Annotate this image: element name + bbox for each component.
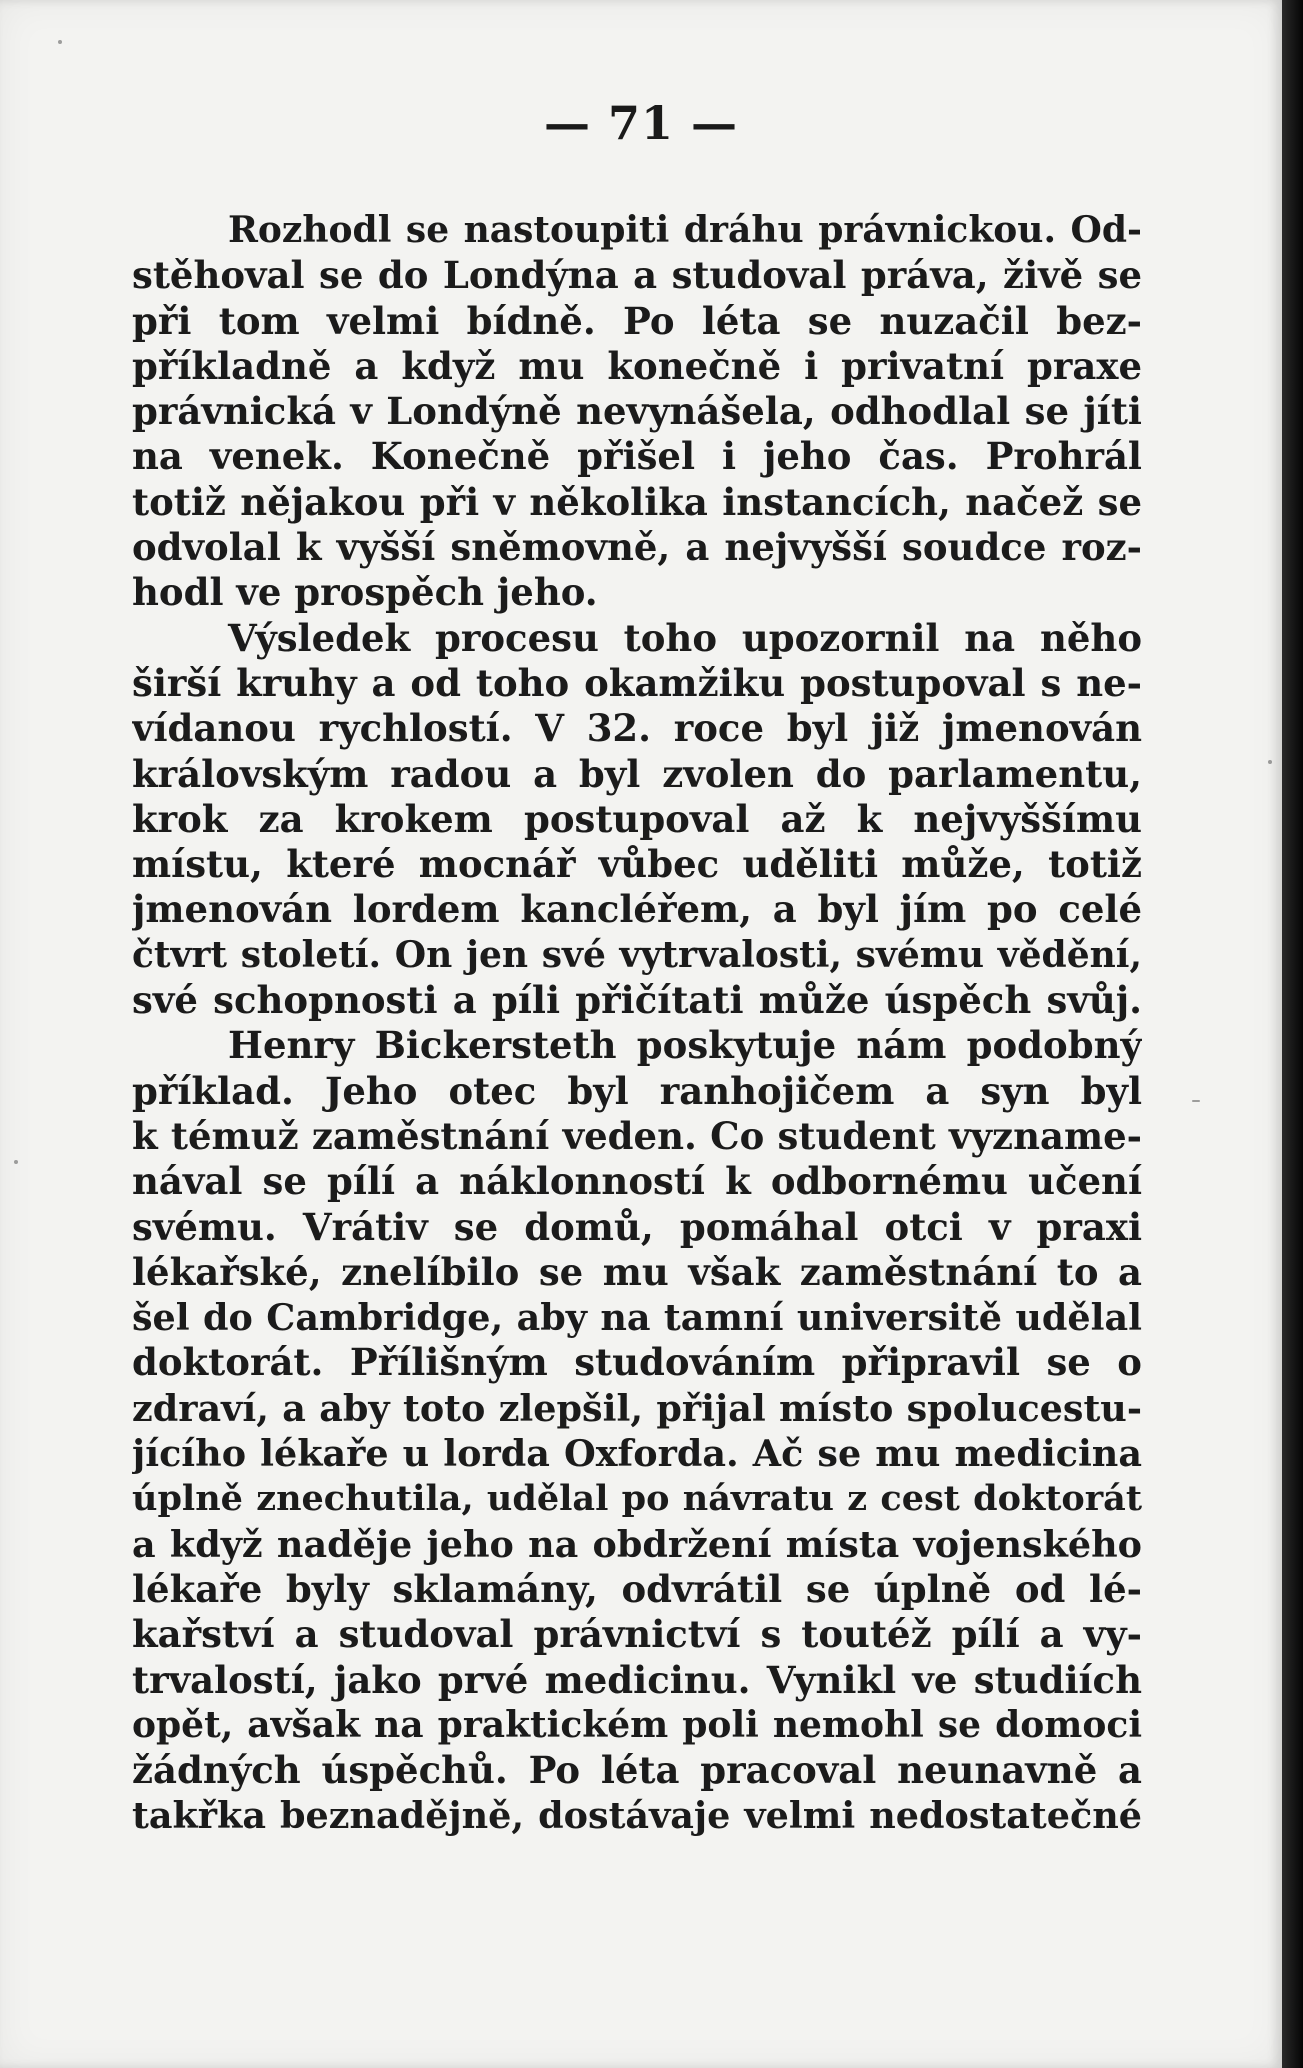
text-line: stěhoval se do Londýna a studoval práva, živě se (132, 253, 1142, 298)
text-line: totiž nějakou při v několika instancích, načež se (132, 479, 1142, 524)
text-line: Henry Bickersteth poskytuje nám podobný (228, 1023, 1142, 1068)
text-line: opět, avšak na praktickém poli nemohl se domoci (132, 1703, 1142, 1746)
body-text (132, 208, 1142, 1839)
text-line: takřka beznadějně, dostávaje velmi nedostatečné (132, 1794, 1142, 1838)
text-line: krok za krokem postupoval až k nejvyššímu (132, 796, 1142, 841)
text-line: Výsledek procesu toho upozornil na něho (228, 615, 1142, 660)
text-line: žádných úspěchů. Po léta pracoval neunavně a (132, 1748, 1142, 1793)
text-line: lékařské, znelíbilo se mu však zaměstnání to a (132, 1249, 1142, 1294)
text-line: nával se pílí a náklonností k odbornému učení (132, 1159, 1142, 1204)
text-line: a když naděje jeho na obdržení místa vojenského (132, 1522, 1142, 1566)
text-line: kařství a studoval právnictví s toutéž pílí a vy- (132, 1612, 1142, 1657)
text-line: právnická v Londýně nevynášela, odhodlal se jíti (132, 389, 1142, 434)
text-line: doktorát. Přílišným studováním připravil se o (132, 1340, 1142, 1385)
text-line: místu, které mocnář vůbec uděliti může, totiž (132, 842, 1142, 887)
text-line: jmenován lordem kancléřem, a byl jím po celé (132, 887, 1142, 932)
page-number: — 71 — (543, 96, 739, 150)
text-line: na venek. Konečně přišel i jeho čas. Prohrál (132, 434, 1142, 479)
paper-speck (1192, 1100, 1200, 1102)
text-line: svému. Vrátiv se domů, pomáhal otci v praxi (132, 1204, 1142, 1249)
text-line: příkladně a když mu konečně i privatní praxe (132, 343, 1142, 388)
text-line: hodl ve prospěch jeho. (132, 570, 598, 615)
paper-speck (1268, 760, 1272, 764)
text-line: lékaře byly sklamány, odvrátil se úplně od lé- (132, 1566, 1142, 1611)
text-line: Rozhodl se nastoupiti dráhu právnickou. Od- (228, 209, 1142, 251)
text-line: trvalostí, jako prvé medicinu. Vynikl ve studiích (132, 1657, 1142, 1702)
text-line: jícího lékaře u lorda Oxforda. Ač se mu medicina (132, 1432, 1142, 1476)
text-line: k témuž zaměstnání veden. Co student vyzname- (132, 1113, 1142, 1158)
text-line: širší kruhy a od toho okamžiku postupoval s ne- (132, 660, 1142, 705)
paper-speck (58, 40, 62, 44)
text-line: zdraví, a aby toto zlepšil, přijal místo spolucestu- (132, 1386, 1142, 1430)
text-line: vídanou rychlostí. V 32. roce byl již jmenován (132, 706, 1142, 751)
text-line: čtvrt století. On jen své vytrvalosti, svému vědění, (132, 933, 1142, 976)
text-line: úplně znechutila, udělal po návratu z cest doktorát (132, 1478, 1142, 1520)
page-edge-shadow (1282, 0, 1303, 2068)
text-line: při tom velmi bídně. Po léta se nuzačil bez- (132, 298, 1142, 343)
text-line: své schopnosti a píli přičítati může úspěch svůj. (132, 978, 1142, 1023)
text-line: odvolal k vyšší sněmovně, a nejvyšší soudce roz- (132, 525, 1142, 570)
text-line: šel do Cambridge, aby na tamní universitě udělal (132, 1296, 1142, 1340)
paper-speck (14, 1160, 18, 1164)
text-line: královským radou a byl zvolen do parlamentu, (132, 751, 1142, 796)
text-line: příklad. Jeho otec byl ranhojičem a syn byl (132, 1068, 1142, 1113)
